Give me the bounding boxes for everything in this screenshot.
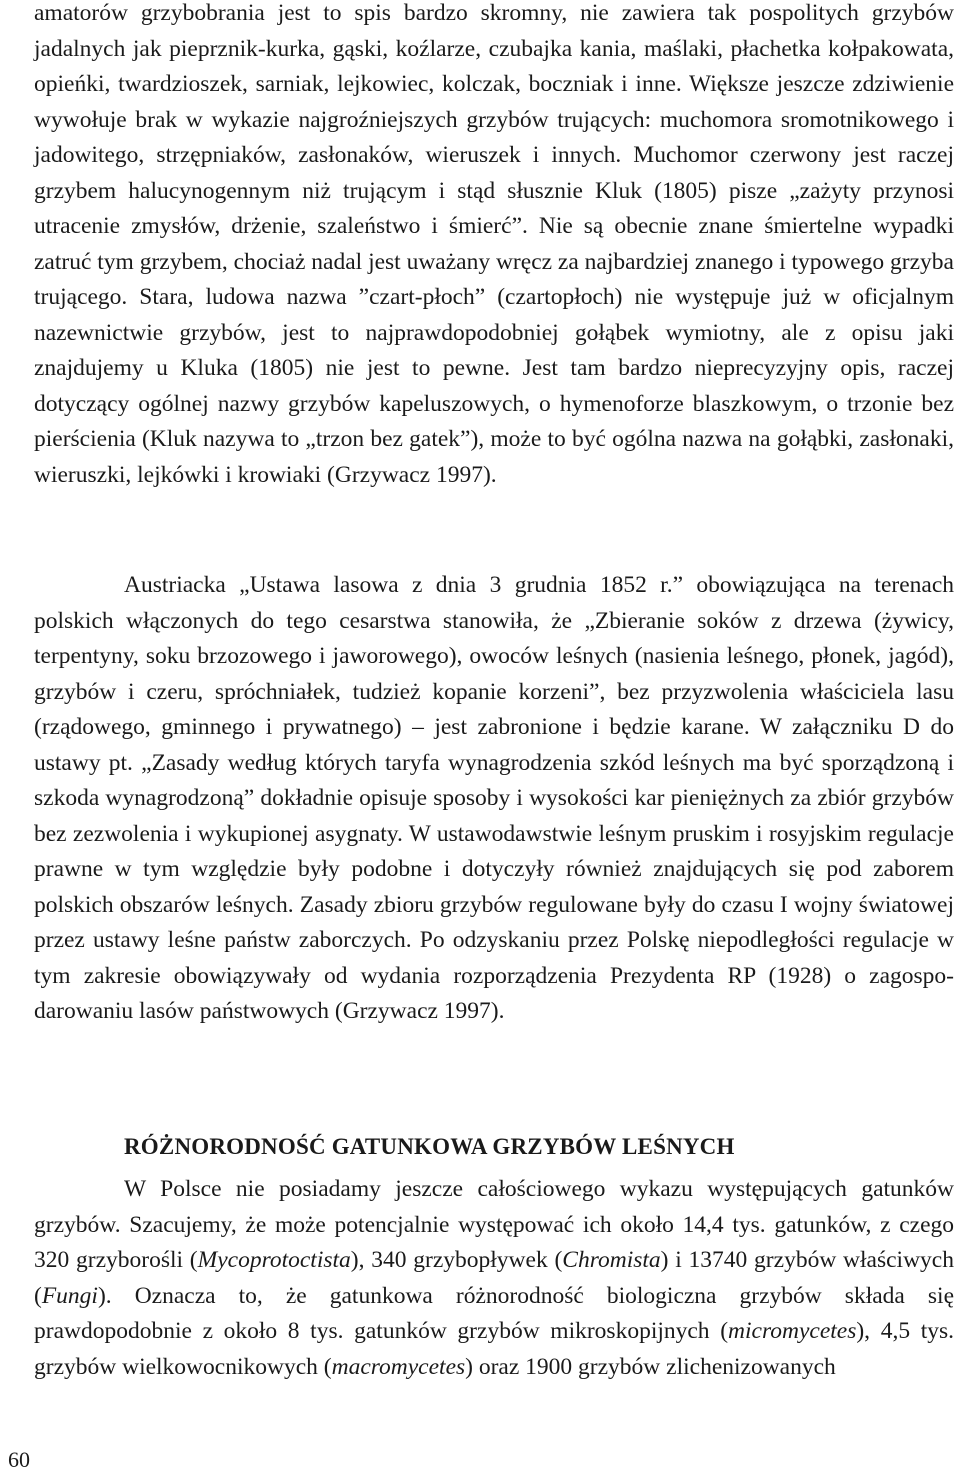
paragraph-3-text: ). Oznacza to, że gatunkowa różnorodność biologiczna grzybów składa się prawdopodobnie z około 8 tys. gatunków grzybów mikroskopijnych (	[34, 1282, 954, 1344]
paragraph-3-text: ), 4,5 tys. grzybów wielkowocnikowych (	[34, 1318, 955, 1380]
taxon-italic: micromycetes	[728, 1318, 857, 1344]
paragraph-1: amatorów grzybobrania jest to spis bardzo skromny, nie zawiera tak pospolitych grzybów jadalnych jak pieprznik-kurka, gąski, koźlarze, czubajka kania, maślaki, płachetka kołpakowata, opieńki, twardzioszek, sarniak, lejkowiec, kolczak, boczniak i inne. Większe jeszcze zdziwienie wywołuje brak w wykazie najgroźniejszych grzybów trujących: muchomora sromotnikowego i jadowitego, strzępniaków, zasłonaków, wieruszek i innych. Muchomor czerwony jest raczej grzybem halucynogennym niż trującym i stąd słusznie Kluk (1805) pisze „zażyty przynosi utracenie zmysłów, drżenie, szaleństwo i śmierć”. Nie są obecnie znane śmiertelne wypadki zatruć tym grzybem, chociaż nadal jest uważany wręcz za najbardziej znanego i typowego grzyba trującego. Stara, ludowa nazwa ”czart-płoch” (czartopłoch) nie występuje już w oficjalnym nazewnictwie grzybów, jest to najprawdopodobniej gołąbek wymiotny, ale z opisu jaki znajdujemy u Kluka (1805) nie jest to pewne. Jest tam bardzo nieprecyzyjny opis, raczej dotyczący ogólnej nazwy grzybów kapeluszowych, o hymenoforze blaszkowym, o trzonie bez pierścienia (Kluk nazywa to „trzon bez gatek”), może to być ogólna nazwa na gołąbki, zasłonaki, wieruszki, lejkówki i krowiaki (Grzywacz 1997).	[34, 0, 954, 488]
taxon-italic: Mycoprotoctista	[197, 1247, 351, 1273]
page-number: 60	[8, 1447, 30, 1472]
taxon-italic: macromycetes	[331, 1353, 466, 1380]
paragraph-3-text: W Polsce nie posiadamy jeszcze całościowego wykazu występujących gatunków grzybów. Szacujemy, że może potencjalnie występować ich około 14,4 tys. gatunków, z czego 320 grzyborośli (	[34, 1176, 954, 1273]
paragraph-3-text: ), 340 grzybopływek (	[350, 1247, 563, 1273]
paragraph-3-text: ) oraz 1900 grzybów zlichenizowanych	[465, 1353, 836, 1380]
paragraph-3	[34, 1172, 954, 1385]
taxon-italic: Chromista	[562, 1247, 661, 1273]
taxon-italic: Fungi	[41, 1282, 98, 1309]
paragraph-3-text: ) i 13740 grzybów właściwych (	[34, 1247, 954, 1309]
paragraph-2: Austriacka „Ustawa lasowa z dnia 3 grudnia 1852 r.” obowiązująca na terenach polskich włączonych do tego cesarstwa stanowiła, że „Zbieranie soków z drzewa (żywicy, terpentyny, soku brzozowego i jaworowego), owoców leśnych (nasienia leśnego, płonek, jagód), grzybów i czeru, spróchniałek, tudzież kopanie korzeni”, bez przyzwolenia właściciela lasu (rządowego, gminnego i prywatnego) – jest zabronione i będzie karane. W załączniku D do ustawy pt. „Zasady według których taryfa wynagrodzenia szkód leśnych ma być sporządzoną i szkoda wynagrodzoną” dokładnie opisuje sposoby i wysokości kar pieniężnych za zbiór grzybów bez zezwolenia i wykupionej asygnaty. W ustawodawstwie leśnym pruskim i rosyjskim regulacje prawne w tym względzie były podobne i dotyczyły również znajdujących się pod zaborem polskich obszarów leśnych. Zasady zbioru grzybów regulowane były do czasu I wojny światowej przez ustawy leśne państw zaborczych. Po odzyskaniu przez Polskę niepodległości regulacje w tym zakresie obowiązywały od wydania rozporządzenia Prezydenta RP (1928) o zagospo-darowaniu lasów państwowych (Grzywacz 1997).	[34, 572, 954, 1024]
section-heading: RÓŻNORODNOŚĆ GATUNKOWA GRZYBÓW LEŚNYCH	[124, 1134, 735, 1159]
